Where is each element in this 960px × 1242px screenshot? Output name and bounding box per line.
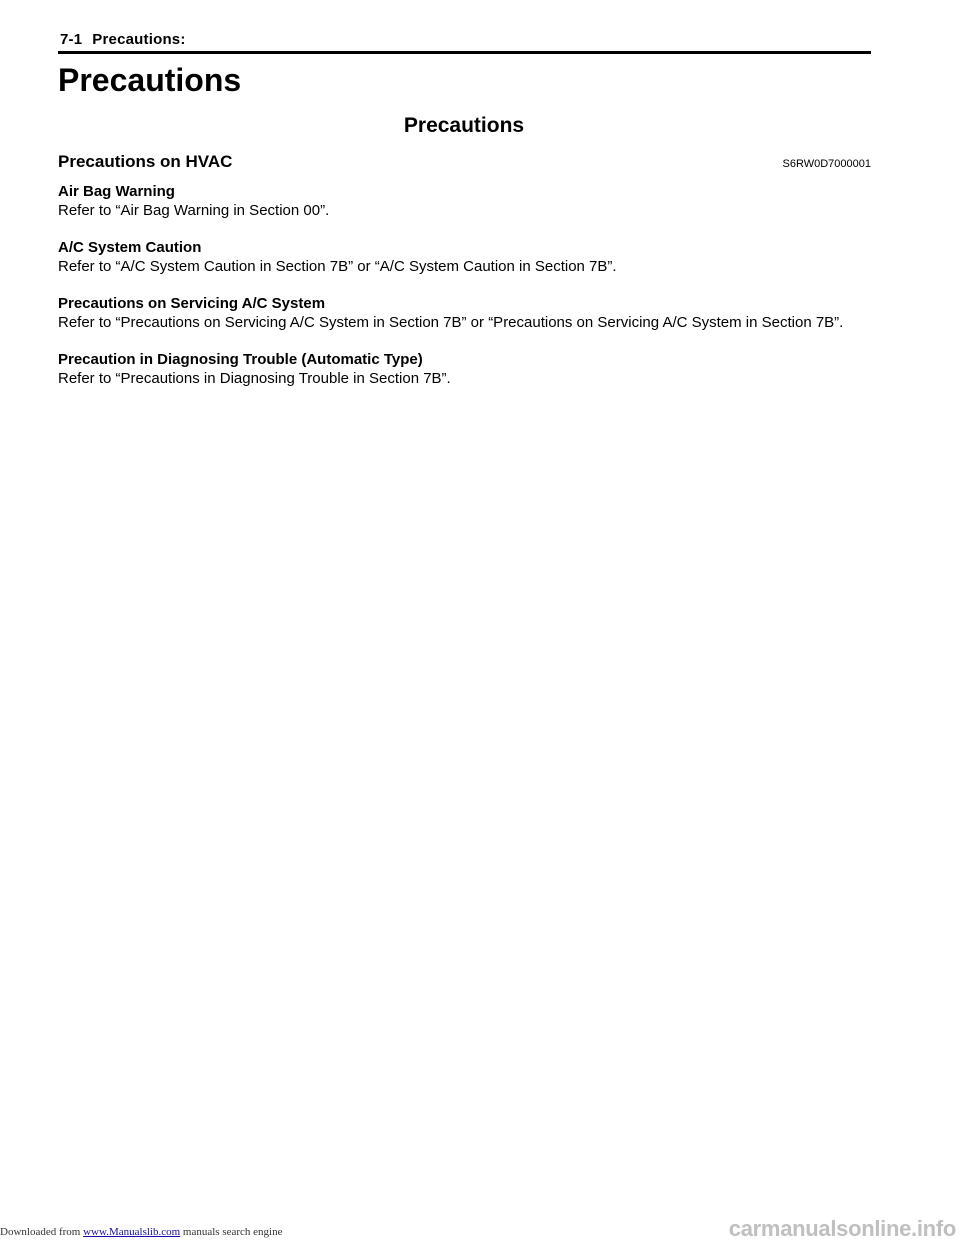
item-text: Refer to “Precautions on Servicing A/C System in Section 7B” or “Precautions on Servicing A/C System in Section 7B”. [58,314,844,331]
footer-suffix: manuals search engine [182,1226,283,1238]
section-title: Precautions [58,62,242,98]
item-text: Refer to “A/C System Caution in Section 7B” or “A/C System Caution in Section 7B”. [58,258,617,275]
content-body [58,182,858,406]
header-divider [58,51,871,54]
item-text: Refer to “Precautions in Diagnosing Trouble in Section 7B”. [58,370,451,387]
item-text: Refer to “Air Bag Warning in Section 00”. [58,202,330,219]
running-section-title: Precautions: [92,31,186,48]
topic-heading-row [58,152,871,176]
manualslib-link[interactable]: www.Manualslib.com [83,1226,181,1238]
item-title: Air Bag Warning [58,183,175,200]
item-ac-system-caution [58,238,858,276]
group-title: Precautions [403,114,525,137]
topic-code: S6RW0D7000001 [782,158,871,170]
page-number: 7-1 [60,31,83,48]
topic-title: Precautions on HVAC [58,152,233,171]
item-title: A/C System Caution [58,239,202,256]
item-title: Precautions on Servicing A/C System [58,295,326,312]
download-footer [0,1226,282,1238]
item-diagnosing-trouble [58,350,858,388]
running-header [60,31,186,48]
item-title: Precaution in Diagnosing Trouble (Automatic Type) [58,351,423,368]
item-servicing-ac-system [58,294,858,332]
footer-prefix: Downloaded from [0,1226,81,1238]
watermark: carmanualsonline.info [728,1216,956,1241]
item-air-bag-warning [58,182,858,220]
